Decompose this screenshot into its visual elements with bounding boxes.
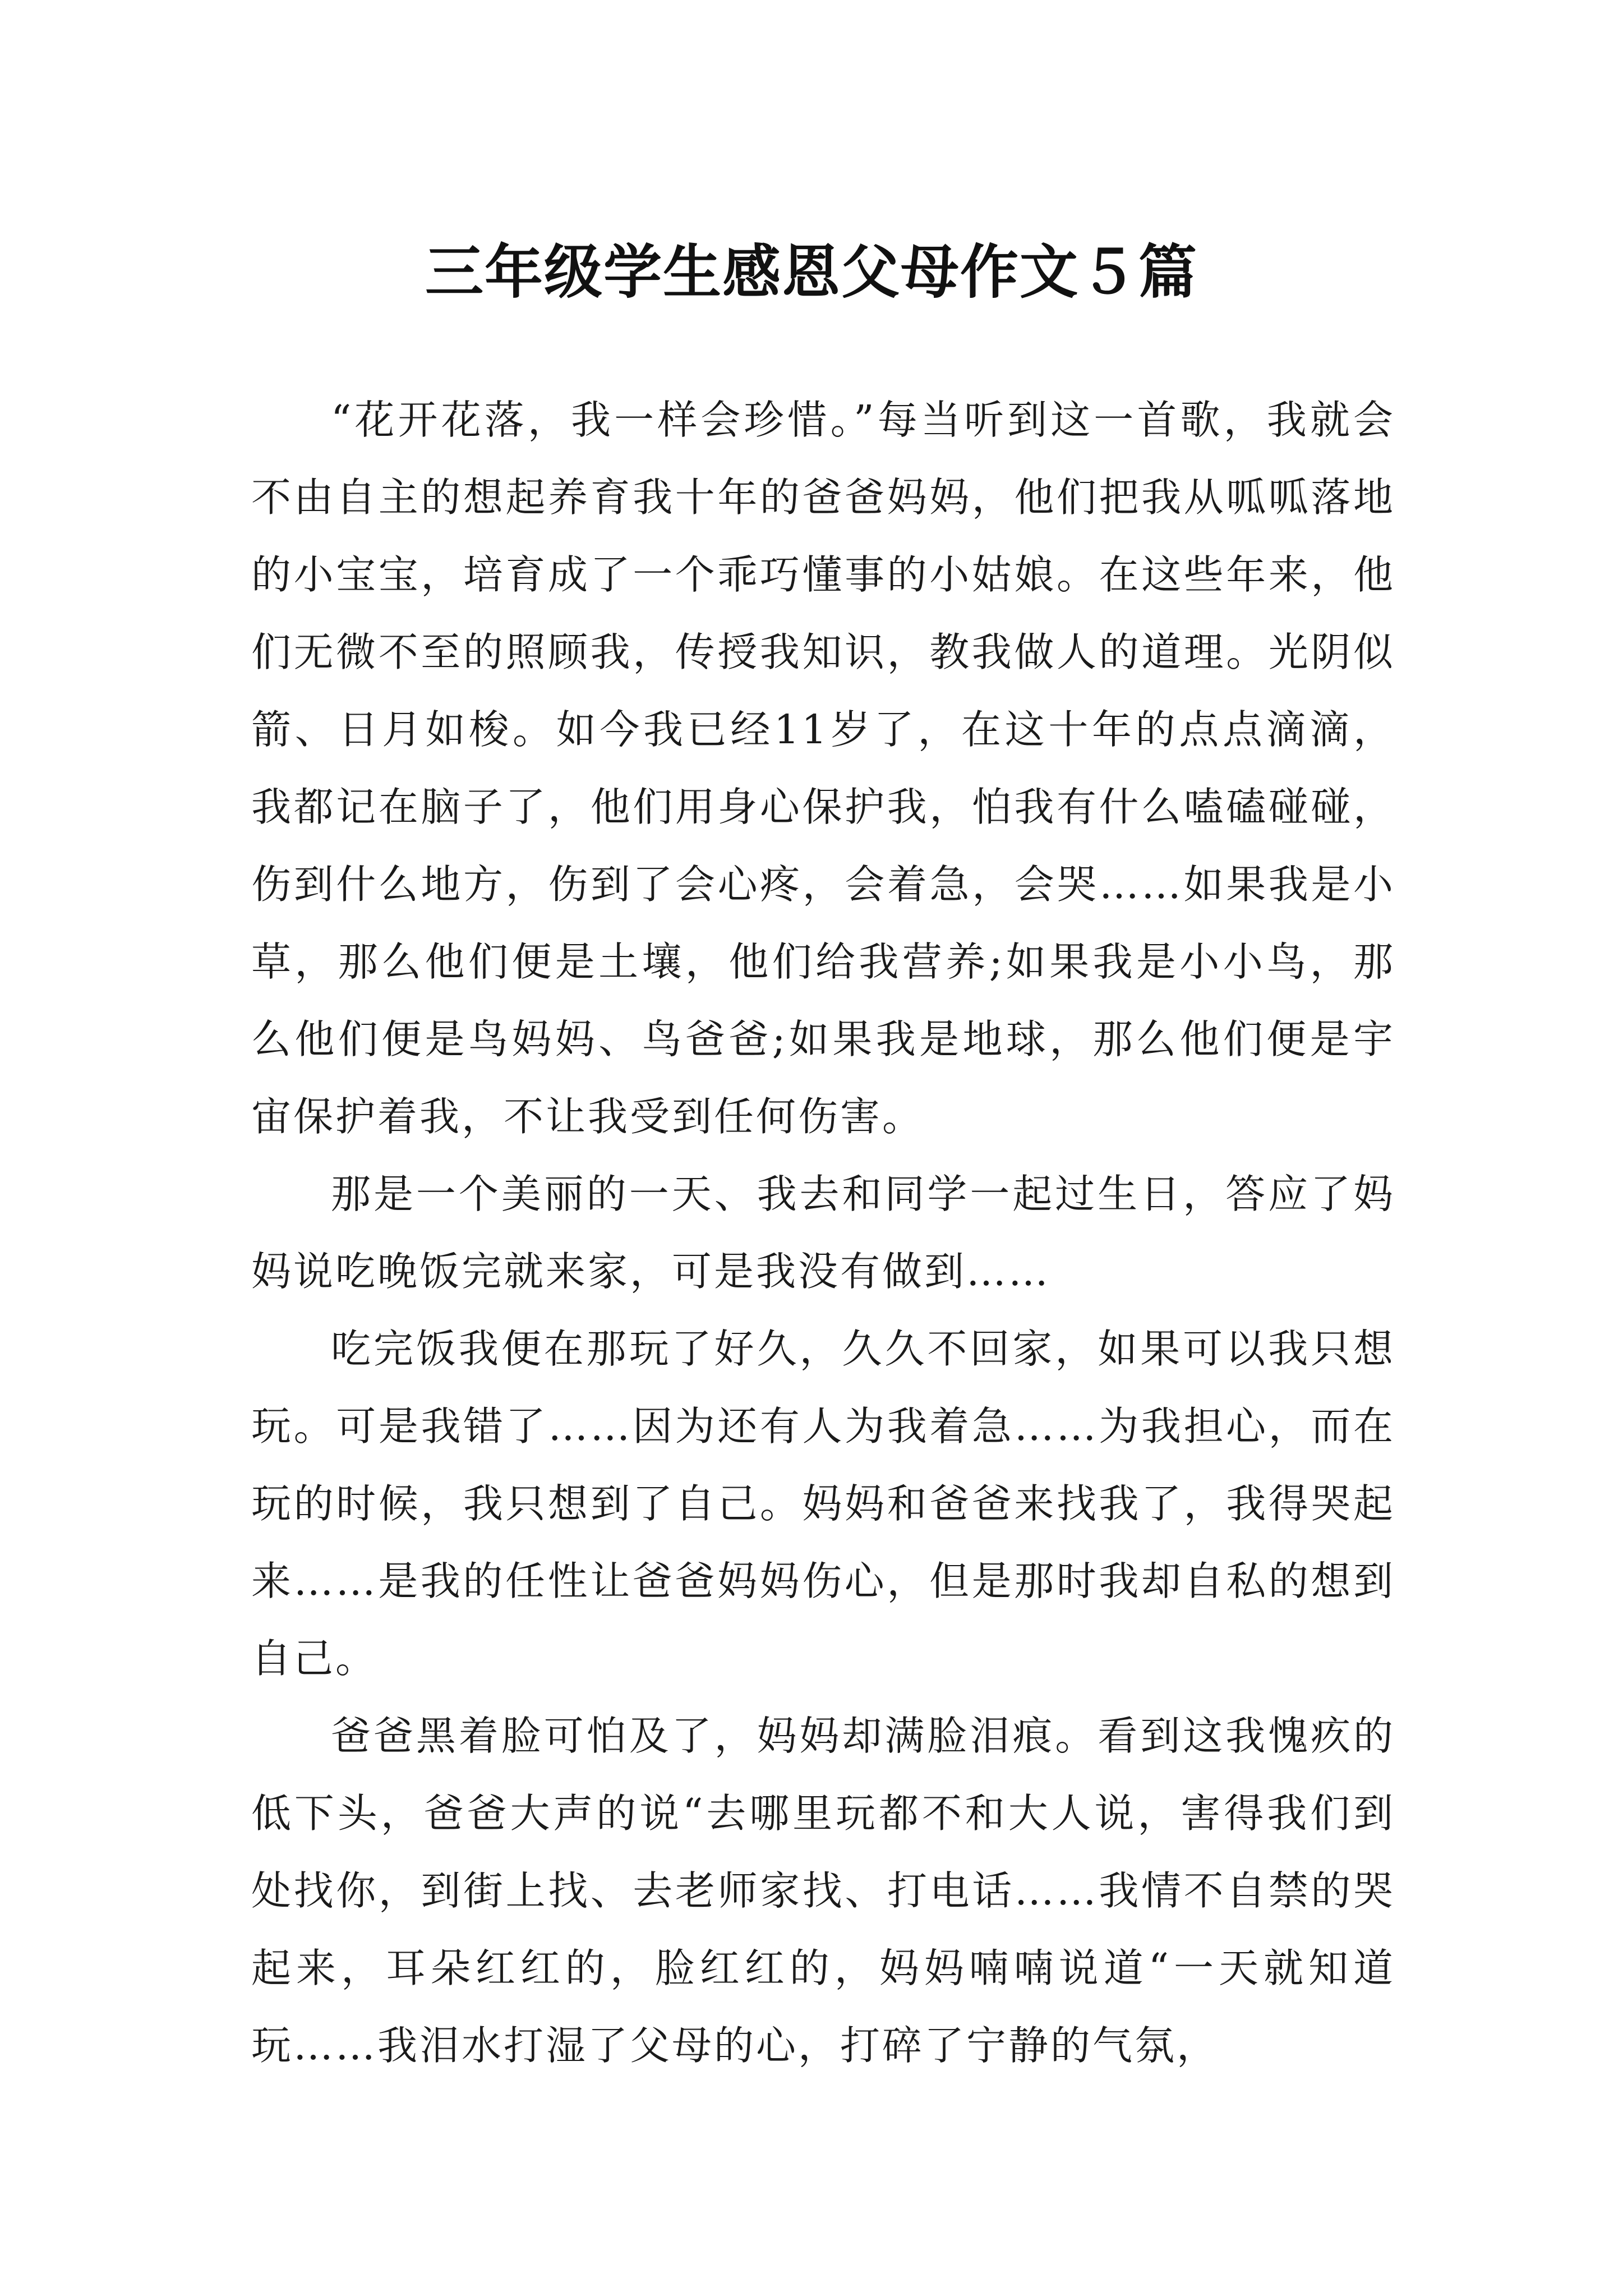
document-title: 三年级学生感恩父母作文５篇 bbox=[425, 237, 1198, 306]
paragraph-1: “花开花落，我一样会珍惜。”每当听到这一首歌，我就会不由自主的想起养育我十年的爸爸妈妈，他们把我从呱呱落地的小宝宝，培育成了一个乖巧懂事的小姑娘。在这些年来，他们无微不至的照顾我，传授我知识，教我做人的道理。光阴似箭、日月如梭。如今我已经11岁了，在这十年的点点滴滴，我都记在脑子了，他们用身心保护我，怕我有什么嗑磕碰碰，伤到什么地方，伤到了会心疼，会着急，会哭……如果我是小草，那么他们便是土壤，他们给我营养;如果我是小小鸟，那么他们便是鸟妈妈、鸟爸爸;如果我是地球，那么他们便是宇宙保护着我，不让我受到任何伤害。 bbox=[251, 397, 1395, 1140]
paragraph-2: 那是一个美丽的一天、我去和同学一起过生日，答应了妈妈说吃晚饭完就来家，可是我没有做到…… bbox=[251, 1171, 1395, 1295]
paragraph-4: 爸爸黑着脸可怕及了，妈妈却满脸泪痕。看到这我愧疚的低下头，爸爸大声的说“去哪里玩都不和大人说，害得我们到处找你，到街上找、去老师家找、打电话……我情不自禁的哭起来，耳朵红红的，脸红红的，妈妈喃喃说道“一天就知道玩……我泪水打湿了父母的心，打碎了宁静的气氛， bbox=[251, 1713, 1395, 2069]
document-body bbox=[251, 381, 1395, 2085]
paragraph-3: 吃完饭我便在那玩了好久，久久不回家，如果可以我只想玩。可是我错了……因为还有人为我着急……为我担心，而在玩的时候，我只想到了自己。妈妈和爸爸来找我了，我得哭起来……是我的任性让爸爸妈妈伤心，但是那时我却自私的想到自己。 bbox=[251, 1326, 1395, 1682]
